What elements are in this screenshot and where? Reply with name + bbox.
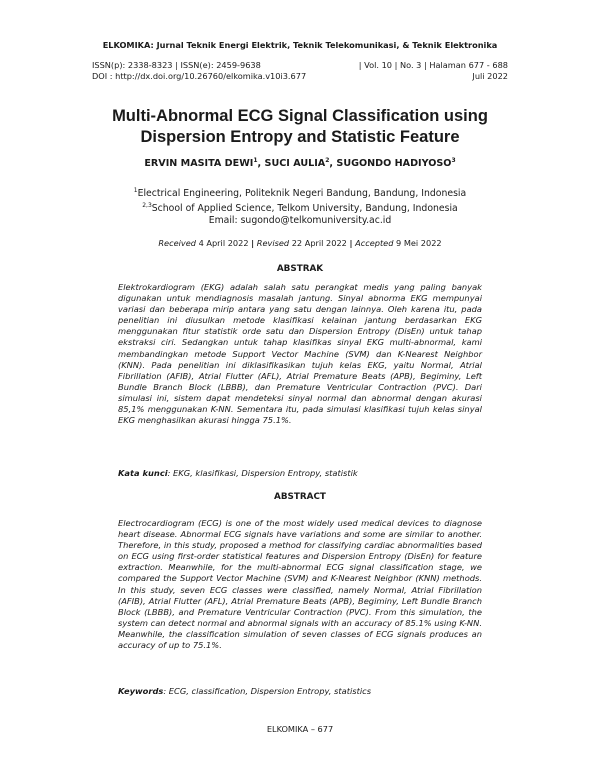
volume-line: | Vol. 10 | No. 3 | Halaman 677 - 688 (358, 60, 508, 70)
doi-line: DOI : http://dx.doi.org/10.26760/elkomika.v10i3.677 (92, 71, 307, 81)
keywords-label: Keywords (118, 686, 164, 696)
keywords (118, 686, 482, 696)
affiliation-1: $^1$Electrical Engineering, Politeknik Negeri Bandung, Bandung, Indonesia (133, 187, 467, 200)
corresponding-email: Email: sugondo@telkomuniversity.ac.id (208, 215, 392, 227)
author-sup: 1 (253, 157, 258, 164)
abstrak-heading: ABSTRAK (276, 264, 324, 274)
volume-date-block (359, 60, 508, 82)
title-line-1: Multi-Abnormal ECG Signal Classification using (112, 107, 488, 125)
abstract-heading: ABSTRACT (274, 492, 326, 502)
keywords-text: : ECG, classification, Dispersion Entropy, statistics (163, 686, 372, 696)
author-name: SUCI AULIA (264, 158, 326, 170)
issn-doi-block (92, 60, 306, 82)
kata-kunci-text: : EKG, klasifikasi, Dispersion Entropy, statistik (167, 468, 358, 478)
abstrak-body: Elektrokardiogram (EKG) adalah salah satu perangkat medis yang paling banyak digunakan untuk mendiagnosis masalah jantung. Sinyal abnorma EKG mempunyai variasi dan beberapa mirip antara yang satu dengan lainnya. Oleh karena itu, pada penelitian ini diusulkan metode klasifikasi kelainan jantung berdasarkan EKG menggunakan fitur statistik orde satu dan Dispersion Entropy (DisEn) untuk tahap ekstraksi ciri. Sedangkan untuk tahap klasifikas sinyal EKG multi-abnormal, kami membandingkan metode Support Vector Machine (SVM) dan K-Nearest Neighbor (KNN). Pada penelitian ini diklasifikasikan tujuh kelas EKG, yaitu Normal, Atrial Fibrillation (AFIB), Atrial Flutter (AFL), Atrial Premature Beats (APB), Begiminy, Left Bundle Branch Block (LBBB), dan Premature Ventricular Contraction (PVC). Dari simulasi ini, sistem dapat mendeteksi sinyal normal dan abnormal dengan akurasi 85,1% menggunakan K-NN. Sementara itu, pada simulasi klasifikasi tujuh kelas sinyal EKG menghasilkan akurasi hingga 75.1%. (118, 282, 482, 426)
accepted-label: Accepted (355, 238, 394, 248)
author-name: SUGONDO HADIYOSO (336, 158, 452, 170)
issue-date: Juli 2022 (472, 71, 508, 81)
page-footer: ELKOMIKA – 677 (266, 724, 334, 734)
affiliations (60, 185, 540, 227)
revised-date: 22 April 2022 (289, 238, 350, 248)
author-sup: 2 (325, 157, 330, 164)
accepted-date: 9 Mei 2022 (393, 238, 442, 248)
submission-dates: Received 4 April 2022 | Revised 22 April 2022 | Accepted 9 Mei 2022 (158, 238, 442, 248)
kata-kunci (118, 468, 482, 478)
revised-label: Revised (256, 238, 290, 248)
received-date: 4 April 2022 (195, 238, 252, 248)
journal-name: ELKOMIKA: Jurnal Teknik Energi Elektrik, Teknik Telekomunikasi, & Teknik Elektronika (102, 40, 498, 50)
affiliation-2: $^{2,3}$School of Applied Science, Telkom University, Bandung, Indonesia (142, 202, 458, 215)
title-line-2: Dispersion Entropy and Statistic Feature (140, 128, 460, 146)
author-sup: 3 (451, 157, 456, 164)
author-name: ERVIN MASITA DEWI (144, 158, 254, 170)
kata-kunci-label: Kata kunci (118, 468, 168, 478)
paper-title (60, 106, 540, 148)
author-list: ERVIN MASITA DEWI$^1$, SUCI AULIA$^2$, SUGONDO HADIYOSO$^3$ (144, 157, 456, 170)
received-label: Received (158, 238, 196, 248)
issn-line: ISSN(p): 2338-8323 | ISSN(e): 2459-9638 (92, 60, 261, 70)
abstract-body: Electrocardiogram (ECG) is one of the most widely used medical devices to diagnose heart disease. Abnormal ECG signals have variations and some are similar to another. Therefore, in this study, proposed a method for classifying cardiac abnormalities based on ECG using first-order statistical features and Dispersion Entropy (DisEn) for feature extraction. Meanwhile, for the multi-abnormal ECG signal classification stage, we compared the Support Vector Machine (SVM) and K-Nearest Neighbor (KNN) methods. In this study, seven ECG classes were classified, namely Normal, Atrial Fibrillation (AFIB), Atrial Flutter (AFL), Atrial Premature Beats (APB), Begiminy, Left Bundle Branch Block (LBBB), and Premature Ventricular Contraction (PVC). From this simulation, the system can detect normal and abnormal signals with an accuracy of 85.1% using K-NN. Meanwhile, the classification simulation of seven classes of ECG signals produces an accuracy of up to 75.1%. (118, 518, 482, 651)
